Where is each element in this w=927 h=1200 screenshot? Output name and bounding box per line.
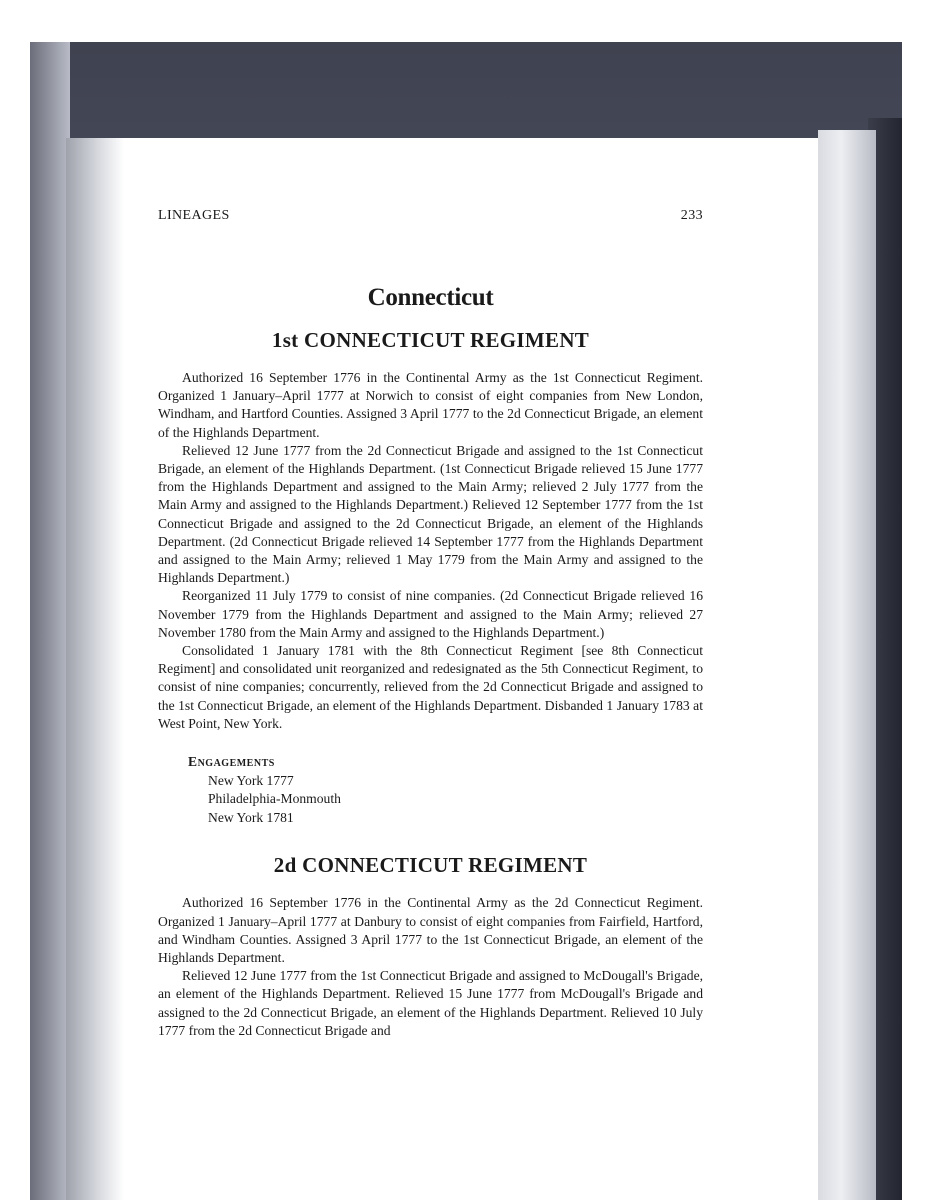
engagements-heading: Engagements	[188, 754, 275, 770]
engagements-list	[188, 753, 703, 827]
lineage-paragraph: Consolidated 1 January 1781 with the 8th Connecticut Regiment [see 8th Connecticut Regiment] and consolidated unit reorganized and redesignated as the 5th Connecticut Regiment, to consist of nine companies; concurrently, relieved from the 2d Connecticut Brigade and assigned to the 1st Connecticut Brigade, an element of the Highlands Department. Disbanded 1 January 1783 at West Point, New York.	[158, 643, 703, 731]
engagement-item: New York 1781	[208, 809, 294, 825]
engagement-item: New York 1777	[208, 772, 294, 788]
running-head: LINEAGES	[158, 208, 230, 223]
lineage-paragraph: Authorized 16 September 1776 in the Continental Army as the 2d Connecticut Regiment. Organized 1 January–April 1777 at Danbury to consist of eight companies from Fairfield, Hartford, and Windham Counties. Assigned 3 April 1777 to the 1st Connecticut Brigade, an element of the Highlands Department.	[158, 895, 703, 966]
regiment-title: 2d CONNECTICUT REGIMENT	[273, 853, 588, 878]
running-header	[158, 208, 703, 224]
regiment-section-2d	[158, 853, 703, 1040]
lineage-paragraph: Authorized 16 September 1776 in the Continental Army as the 1st Connecticut Regiment. Organized 1 January–April 1777 at Norwich to consist of eight companies from New London, Windham, and Hartford Counties. Assigned 3 April 1777 to the 2d Connecticut Brigade, an element of the Highlands Department.	[158, 370, 703, 440]
state-title: Connecticut	[367, 284, 494, 311]
lineage-paragraph: Relieved 12 June 1777 from the 1st Connecticut Brigade and assigned to McDougall's Brigade, an element of the Highlands Department. Relieved 15 June 1777 from McDougall's Brigade and assigned to the 2d Connecticut Brigade, an element of the Highlands Department. Relieved 10 July 1777 from the 2d Connecticut Brigade and	[158, 968, 703, 1038]
page-text-block	[158, 208, 703, 1040]
lineage-paragraph: Reorganized 11 July 1779 to consist of nine companies. (2d Connecticut Brigade relieved 16 November 1779 from the Highlands Department and assigned to the Main Army; relieved 27 November 1780 from the Main Army and assigned to the Highlands Department.)	[158, 588, 703, 640]
engagement-item: Philadelphia-Monmouth	[208, 791, 341, 807]
lineage-paragraph: Relieved 12 June 1777 from the 2d Connecticut Brigade and assigned to the 1st Connecticut Brigade, an element of the Highlands Department. (1st Connecticut Brigade relieved 15 June 1777 from the Highlands Department and assigned to the Main Army; relieved 2 July 1777 from the Main Army and assigned to the Highlands Department.) Relieved 12 September 1777 from the 1st Connecticut Brigade and assigned to the 2d Connecticut Brigade, an element of the Highlands Department. (2d Connecticut Brigade relieved 14 September 1777 from the Highlands Department and assigned to the Main Army; relieved 1 May 1779 from the Main Army and assigned to the Highlands Department.)	[158, 442, 703, 586]
regiment-section-1st	[158, 328, 703, 827]
page-gutter-shadow	[66, 138, 124, 1200]
regiment-title: 1st CONNECTICUT REGIMENT	[271, 328, 590, 352]
scanner-edge-left	[30, 42, 70, 1200]
page-number: 233	[680, 208, 703, 223]
page-curl-edge	[818, 130, 876, 1200]
